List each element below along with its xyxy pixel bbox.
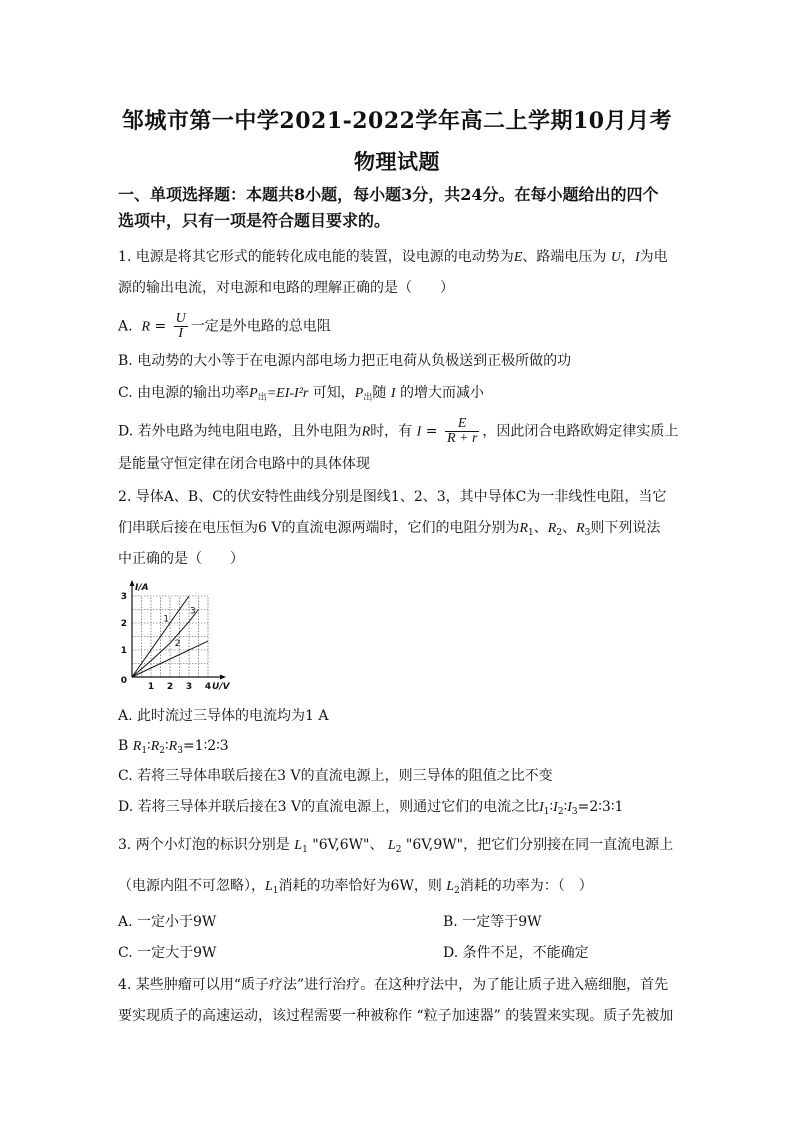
origin-label: 0 (120, 676, 127, 686)
x-axis-label: U/V (212, 682, 230, 692)
q1-stem-line2: 源的输出电流，对电源和电路的理解正确的是（ ） (118, 280, 454, 296)
q2-stem-line2: 们串联后接在电压恒为6 V的直流电源两端时，它们的电阻分别为$R_1$、$R_2$、$R_3$则下列说法 (118, 520, 661, 538)
q3-option-a: A. 一定小于9W (118, 914, 217, 930)
q1-stem-line1: 1. 电源是将其它形式的能转化成电能的装置，设电源的电动势为E、路端电压为 U，I为电 (118, 249, 668, 265)
q2-option-b: B $R_1∶R_2∶R_3=1∶2∶3$ (118, 738, 229, 756)
q2-option-a: A. 此时流过三导体的电流均为1 A (118, 708, 329, 724)
q2-stem-line1: 2. 导体A、B、C的伏安特性曲线分别是图线1、2、3，其中导体C为一非线性电阻，当它 (118, 489, 667, 505)
section-heading-1 (118, 182, 688, 234)
section-heading-line1: 一、单项选择题：本题共8小题，每小题3分，共24分。在每小题给出的四个 (118, 185, 659, 204)
section-heading-line2: 选项中，只有一项是符合题目要求的。 (118, 211, 391, 230)
q1-option-a: A. R = $\frac{U}{I}$ 一定是外电路的总电阻 (118, 311, 331, 341)
q4-stem-line1: 4. 某些肿瘤可以用“质子疗法”进行治疗。在这种疗法中，为了能让质子进入癌细胞，首先 (118, 977, 669, 993)
series-label-3: 3 (189, 606, 196, 617)
q2-option-c: C. 若将三导体串联后接在3 V的直流电源上，则三导体的阻值之比不变 (118, 768, 553, 784)
x-tick-label: 4 (204, 682, 212, 692)
x-tick-label: 3 (185, 682, 193, 692)
q2-option-d: D. 若将三导体并联后接在3 V的直流电源上，则通过它们的电流之比$I_1∶I_2∶I_3=2∶3∶1$ (118, 799, 624, 817)
q1-option-c: C. 由电源的输出功率$P_出=EI$-I²r 可知，$P_出$随 I 的增大而减小 (118, 385, 484, 403)
q3-stem-line2: （电源内阻不可忽略），$L_1$消耗的功率恰好为6W，则 $L_2$消耗的功率为：（ ） (118, 878, 593, 896)
y-tick-label: 1 (120, 646, 127, 656)
exam-title: 邹城市第一中学2021-2022学年高二上学期10月月考 (121, 108, 673, 134)
x-tick-label: 2 (166, 682, 174, 692)
q1-option-d-line2: 是能量守恒定律在闭合电路中的具体体现 (118, 456, 370, 472)
x-tick-label: 1 (147, 682, 155, 692)
y-axis-arrow (130, 580, 135, 586)
q1-option-b: B. 电动势的大小等于在电源内部电场力把正电荷从负极送到正极所做的功 (118, 353, 572, 369)
q3-option-c: C. 一定大于9W (118, 945, 217, 961)
series-label-1: 1 (163, 614, 170, 625)
q3-stem-line1: 3. 两个小灯泡的标识分别是 $L_1$ "6V,6W"、 $L_2$ "6V,9W"，把它们分别接在同一直流电源上 (118, 837, 674, 855)
y-tick-label: 3 (120, 592, 127, 602)
fraction-u-over-i: $\frac{U}{I}$ (175, 311, 186, 341)
q1-option-d: D. 若外电路为纯电阻电路，且外电阻为R时，有 I = $\frac{E}{R + r}$ ，因此闭合电路欧姆定律实质上 (118, 416, 679, 446)
q3-option-b: B. 一定等于9W (443, 914, 542, 930)
x-axis-arrow (220, 675, 226, 680)
y-axis-label: I/A (135, 583, 149, 593)
fraction-e-over-r-plus-r: $\frac{E}{R + r}$ (446, 416, 478, 446)
iu-characteristic-chart (116, 580, 236, 695)
series-label-2: 2 (174, 638, 181, 649)
q4-stem-line2: 要实现质子的高速运动，该过程需要一种被称作 “粒子加速器” 的装置来实现。质子先被加 (118, 1008, 674, 1024)
y-tick-label: 2 (120, 619, 127, 629)
exam-subtitle: 物理试题 (354, 149, 440, 174)
q2-stem-line3: 中正确的是（ ） (118, 551, 244, 567)
q3-option-d: D. 条件不足，不能确定 (443, 945, 589, 961)
